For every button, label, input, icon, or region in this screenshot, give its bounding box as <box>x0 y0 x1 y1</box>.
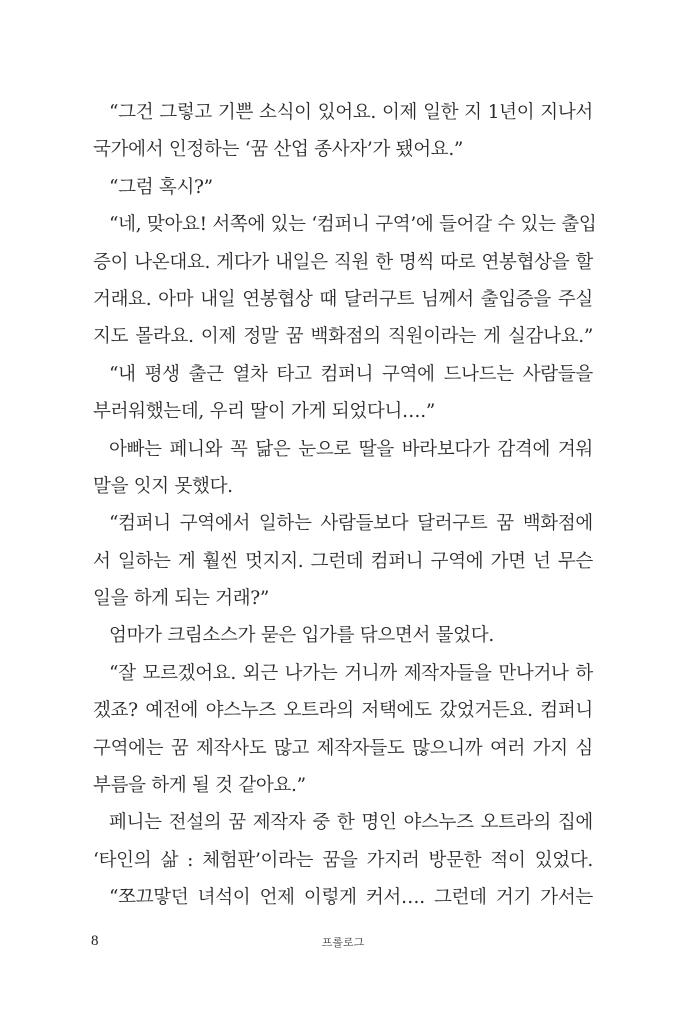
text-line: “잘 모르겠어요. 외근 나가는 거니까 제작자들을 만나거나 하 <box>109 662 593 684</box>
text-line: 부러워했는데, 우리 딸이 가게 되었다니….” <box>93 401 435 423</box>
text-line: “쪼끄맣던 녀석이 언제 이렇게 커서…. 그런데 거기 가서는 <box>109 887 593 909</box>
text-line: ‘타인의 삶 : 체험판’이라는 꿈을 가지러 방문한 적이 있었다. <box>93 849 593 871</box>
text-line: 말을 잇지 못했다. <box>93 475 233 497</box>
text-line: 국가에서 인정하는 ‘꿈 산업 종사자’가 됐어요.” <box>93 139 464 161</box>
text-line: “네, 맞아요! 서쪽에 있는 ‘컴퍼니 구역’에 들어갈 수 있는 출입 <box>109 214 597 236</box>
text-line: “컴퍼니 구역에서 일하는 사람들보다 달러구트 꿈 백화점에 <box>109 513 593 535</box>
text-line: 아빠는 페니와 꼭 닮은 눈으로 딸을 바라보다가 감격에 겨워 <box>109 438 593 460</box>
text-line: 겠죠? 예전에 야스누즈 오트라의 저택에도 갔었거든요. 컴퍼니 <box>93 700 593 722</box>
page-number: 8 <box>91 933 99 949</box>
text-line: 지도 몰라요. 이제 정말 꿈 백화점의 직원이라는 게 실감나요.” <box>93 326 593 348</box>
text-line: “그럼 혹시?” <box>109 176 213 198</box>
text-line: “내 평생 출근 열차 타고 컴퍼니 구역에 드나드는 사람들을 <box>109 363 593 385</box>
page-body <box>93 94 597 917</box>
text-line: 서 일하는 게 훨씬 멋지지. 그런데 컴퍼니 구역에 가면 넌 무슨 <box>93 550 593 572</box>
text-line: “그건 그렇고 기쁜 소식이 있어요. 이제 일한 지 1년이 지나서 <box>109 102 593 123</box>
text-line: 구역에는 꿈 제작사도 많고 제작자들도 많으니까 여러 가지 심 <box>93 737 593 759</box>
text-line: 증이 나온대요. 게다가 내일은 직원 한 명씩 따로 연봉협상을 할 <box>93 251 593 273</box>
text-line: 부름을 하게 될 것 같아요.” <box>93 775 306 797</box>
running-footer-chapter-title: 프롤로그 <box>321 936 365 949</box>
text-line: 일을 하게 되는 거래?” <box>93 588 270 610</box>
text-line: 페니는 전설의 꿈 제작자 중 한 명인 야스누즈 오트라의 집에 <box>109 812 593 834</box>
text-line: 엄마가 크림소스가 묻은 입가를 닦으면서 물었다. <box>109 625 494 647</box>
text-line: 거래요. 아마 내일 연봉협상 때 달러구트 님께서 출입증을 주실 <box>93 288 593 310</box>
